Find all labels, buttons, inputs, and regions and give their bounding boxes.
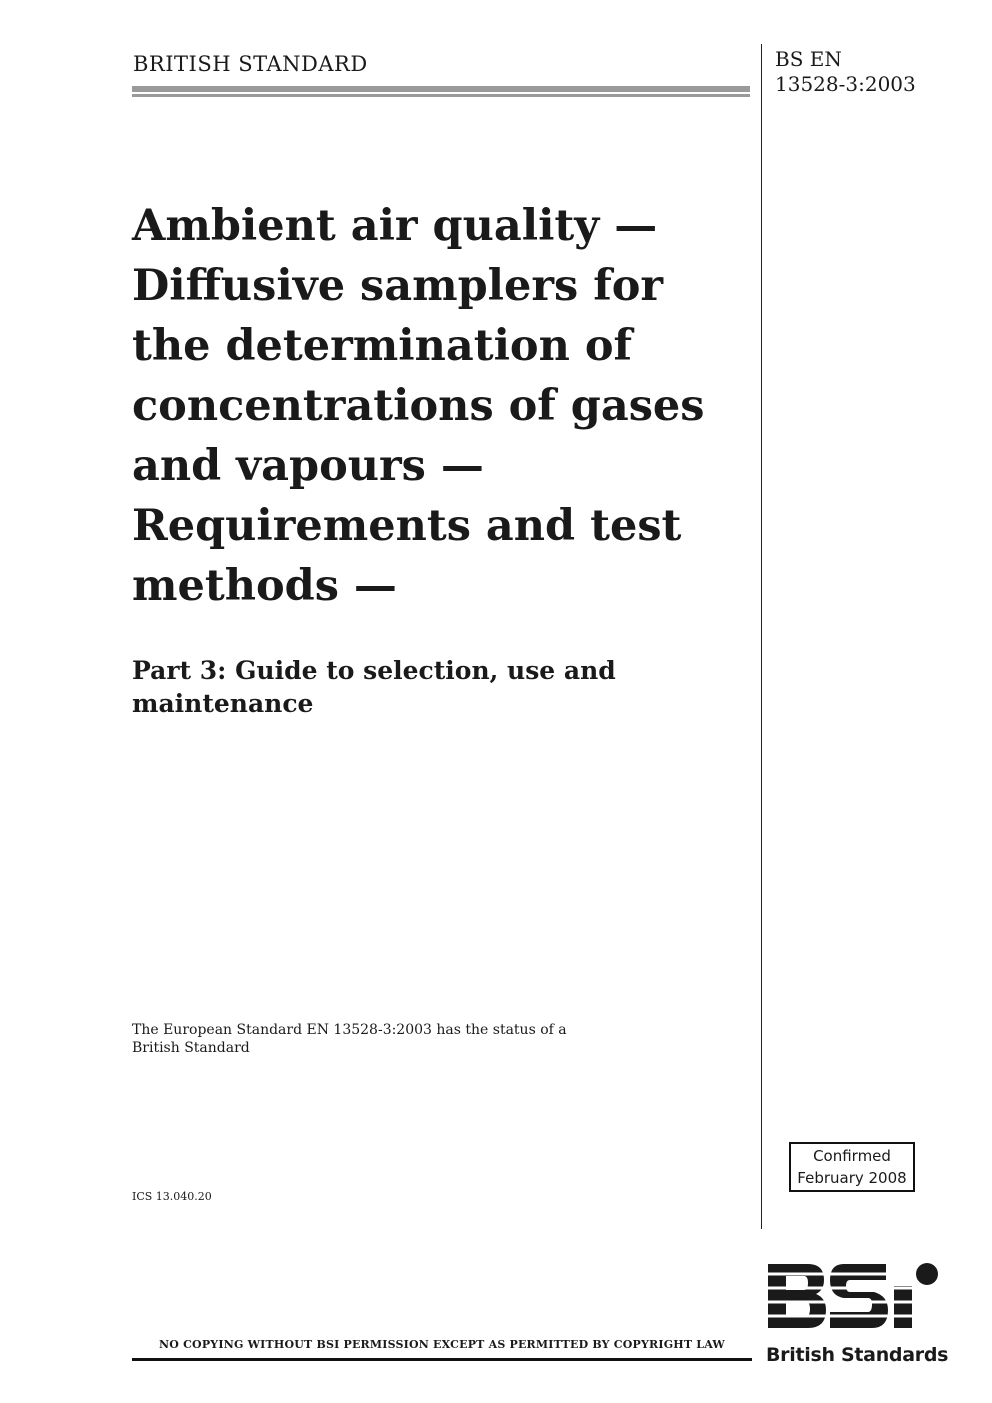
bsi-logo-mark-icon	[764, 1260, 946, 1340]
header-rules	[132, 86, 750, 97]
status-note-line: The European Standard EN 13528-3:2003 has the status of a	[132, 1022, 567, 1038]
vertical-divider	[761, 44, 762, 1229]
ics-code: ICS 13.040.20	[132, 1190, 212, 1203]
title-line: and vapours —	[132, 441, 484, 491]
status-note-line: British Standard	[132, 1040, 250, 1056]
series-label: BRITISH STANDARD	[133, 52, 368, 76]
title-line: the determination of	[132, 321, 633, 371]
standard-number-line2: 13528-3:2003	[775, 72, 916, 96]
copyright-notice: NO COPYING WITHOUT BSI PERMISSION EXCEPT AS PERMITTED BY COPYRIGHT LAW	[159, 1338, 725, 1351]
bsi-tagline: British Standards	[766, 1344, 949, 1366]
confirmed-stamp	[789, 1142, 915, 1192]
subtitle-line: maintenance	[132, 689, 314, 718]
subtitle-line: Part 3: Guide to selection, use and	[132, 656, 616, 685]
status-note	[132, 1021, 652, 1057]
header-rule-thick	[132, 86, 750, 92]
document-subtitle	[132, 654, 732, 720]
title-line: Requirements and test	[132, 501, 682, 551]
footer-rule	[132, 1358, 752, 1361]
title-line: concentrations of gases	[132, 381, 705, 431]
confirmed-date: February 2008	[797, 1169, 907, 1187]
title-line: methods —	[132, 561, 397, 611]
standard-number	[775, 47, 916, 97]
title-line: Diffusive samplers for	[132, 261, 664, 311]
header-rule-thin	[132, 94, 750, 97]
standard-number-line1: BS EN	[775, 47, 842, 71]
title-line: Ambient air quality —	[132, 201, 658, 251]
document-title	[132, 196, 752, 616]
confirmed-label: Confirmed	[813, 1147, 891, 1165]
